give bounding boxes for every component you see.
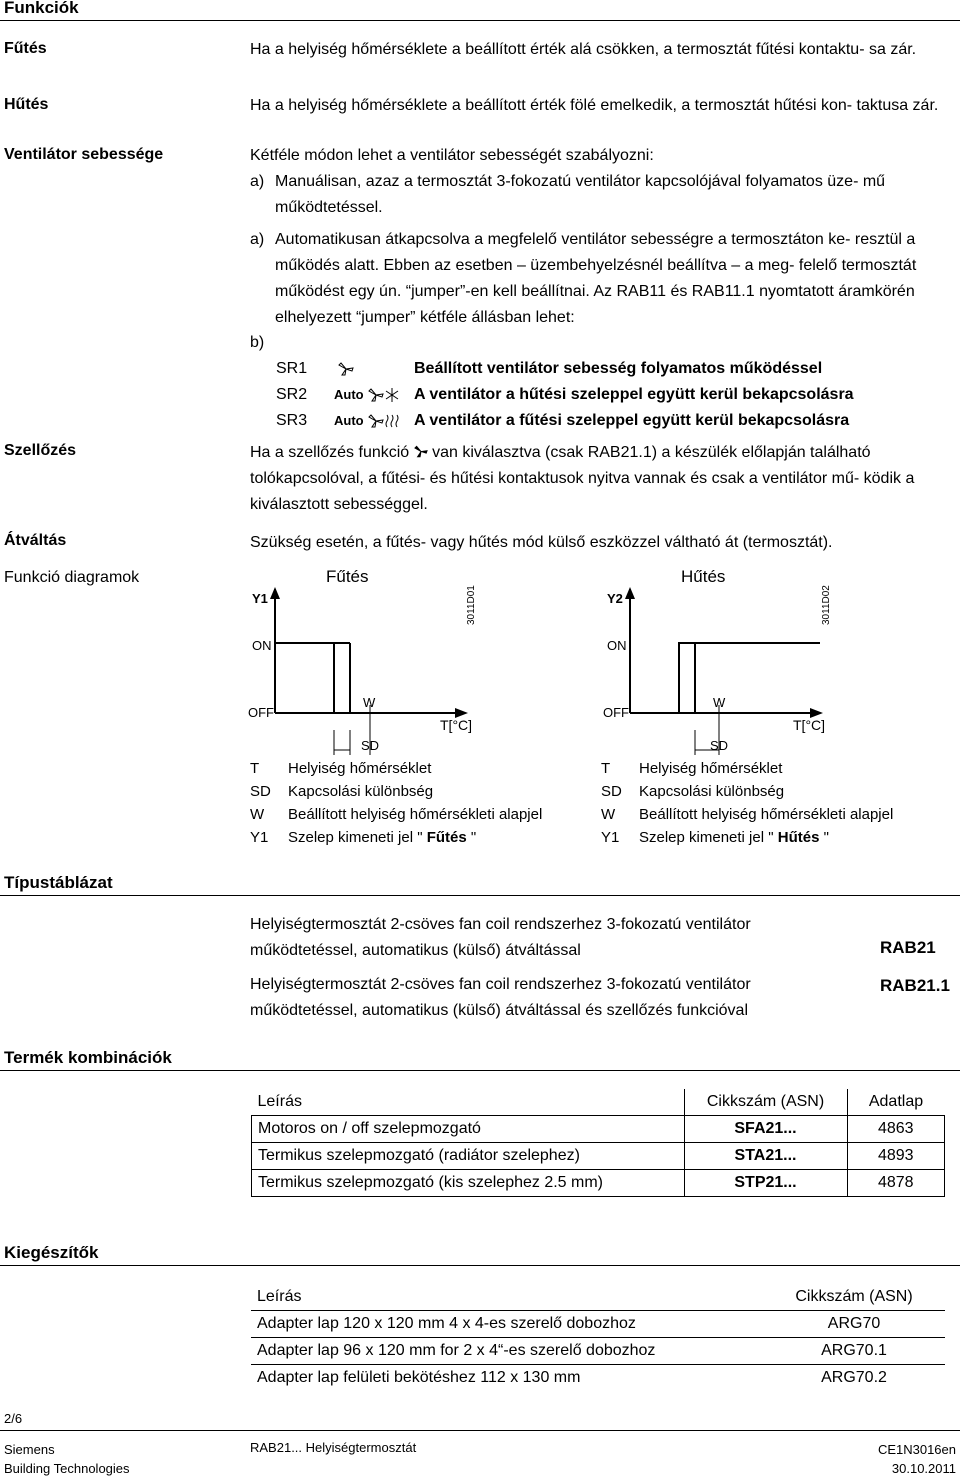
legend-row: Y1 Szelep kimeneti jel " Fűtés " <box>250 829 477 846</box>
off-label: OFF <box>248 705 274 720</box>
legend-row: SD Kapcsolási különbség <box>601 783 785 800</box>
t-axis-label: T[°C] <box>440 717 473 733</box>
legend-row: SD Kapcsolási különbség <box>250 783 434 800</box>
snowflake-icon <box>384 387 400 403</box>
section-rule <box>0 20 960 21</box>
cooling-graph <box>595 565 935 765</box>
text-fan-auto: Automatikusan átkapcsolva a megfelelő ventilátor sebességre a termosztáton ke- resztül a működés alatt. Ebben az esetben – üzembehyelzésnél beállítva – a meg- felelő termosztát működést egy ún. “jumper”-en kell beállítnai. Az RAB11 és RAB11.1 nyomtatott áramkörén elhelyezett “jumper” kétféle állásban lehet: <box>275 231 917 326</box>
text-ventilation-a: Ha a szellőzés funkció <box>250 444 410 461</box>
table-row: Adapter lap felületi bekötéshez 112 x 130 mm ARG70.2 <box>251 1365 945 1392</box>
heating-legend <box>250 757 590 849</box>
text-heating: Ha a helyiség hőmérséklete a beállított érték alá csökken, a termosztát fűtési kontaktu- sa zár. <box>250 41 917 58</box>
marker-a1: a) <box>250 173 265 190</box>
section-title-combos: Termék kombinációk <box>4 1048 172 1067</box>
auto-label: Auto <box>334 413 364 428</box>
table-row: Adapter lap 96 x 120 mm for 2 x 4“-es szerelő dobozhoz ARG70.1 <box>251 1338 945 1365</box>
on-label: ON <box>607 638 627 653</box>
table-row: Termikus szelepmozgató (radiátor szelephez) STA21... 4893 <box>252 1143 945 1170</box>
sr-desc: Beállított ventilátor sebesség folyamatos működéssel <box>414 360 823 377</box>
fan-icon <box>414 445 428 458</box>
section-rule <box>0 1265 960 1266</box>
sr-desc: A ventilátor a hűtési szeleppel együtt kerül bekapcsolásra <box>414 386 854 403</box>
section-title-functions: Funkciók <box>4 0 79 17</box>
sr-desc: A ventilátor a fűtési szeleppel együtt kerül bekapcsolásra <box>414 412 850 429</box>
text-fan-intro: Kétféle módon lehet a ventilátor sebességét szabályozni: <box>250 147 654 164</box>
sr-code: SR2 <box>276 386 308 403</box>
cooling-diagram <box>595 565 935 765</box>
auto-label: Auto <box>334 387 364 402</box>
label-heating: Fűtés <box>4 40 47 57</box>
sd-label: SD <box>361 738 380 753</box>
heating-diagram <box>240 565 580 765</box>
footer-doc-title: RAB21... Helyiségtermosztát <box>250 1440 417 1455</box>
label-cooling: Hűtés <box>4 96 49 113</box>
legend-row: Y1 Szelep kimeneti jel " Hűtés " <box>601 829 829 846</box>
text-ventilation-b: van kiválasztva (csak RAB21.1) a készülék előlapján található tolókapcsolóval, a fűtési- és hűtési kontaktusok nyitva vannak és csak a ventilátor mű- ködik a kiválasztott sebességgel. <box>250 444 915 513</box>
text-ventilation <box>250 440 958 518</box>
marker-b: b) <box>250 334 265 351</box>
table-header: Cikkszám (ASN) <box>763 1284 945 1311</box>
marker-a2: a) <box>250 231 265 248</box>
cooling-legend <box>601 757 951 849</box>
type-row: Helyiségtermosztát 2-csöves fan coil rendszerhez 3-fokozatú ventilátor működtetéssel, automatikus (külső) átváltással és szellőzés funkcióval <box>250 976 751 1019</box>
section-title-types: Típustáblázat <box>4 873 113 892</box>
w-label: W <box>363 695 376 710</box>
section-rule <box>0 895 960 896</box>
diagram-title: Hűtés <box>681 567 726 586</box>
t-axis-label: T[°C] <box>793 717 826 733</box>
legend-row: T Helyiség hőmérséklet <box>601 760 783 777</box>
section-rule <box>0 1070 960 1071</box>
table-row: Adapter lap 120 x 120 mm 4 x 4-es szerelő dobozhoz ARG70 <box>251 1311 945 1338</box>
w-label: W <box>713 695 726 710</box>
table-header-row <box>252 1089 945 1116</box>
diagram-code: 3011D02 <box>821 585 832 625</box>
on-label: ON <box>252 638 272 653</box>
legend-row: W Beállított helyiség hőmérsékleti alapjel <box>601 806 894 823</box>
text-fan-manual: Manuálisan, azaz a termosztát 3-fokozatú ventilátor kapcsolójával folyamatos üze- mű működtetéssel. <box>275 173 886 216</box>
type-row: Helyiségtermosztát 2-csöves fan coil rendszerhez 3-fokozatú ventilátor működtetéssel, automatikus (külső) átváltással <box>250 916 751 959</box>
footer-company: Siemens Building Technologies <box>4 1442 130 1476</box>
off-label: OFF <box>603 705 629 720</box>
accessories-table <box>251 1284 945 1391</box>
footer-rule <box>0 1430 960 1431</box>
table-header-row <box>251 1284 945 1311</box>
sd-label: SD <box>710 738 729 753</box>
label-changeover: Átváltás <box>4 532 67 549</box>
table-header: Leírás <box>252 1089 685 1116</box>
label-fan-speed: Ventilátor sebessége <box>4 146 164 163</box>
fan-icon <box>338 362 354 376</box>
label-function-diagrams: Funkció diagramok <box>4 569 140 586</box>
text-changeover: Szükség esetén, a fűtés- vagy hűtés mód külső eszközzel váltható át (termosztát). <box>250 534 833 551</box>
y-axis-label: Y2 <box>607 591 623 606</box>
sr-code: SR3 <box>276 412 308 429</box>
footer-ref: CE1N3016en 30.10.2011 <box>877 1442 956 1476</box>
y-axis-label: Y1 <box>252 591 268 606</box>
sr-code: SR1 <box>276 360 308 377</box>
type-code: RAB21.1 <box>880 976 950 995</box>
heating-icon <box>384 413 400 429</box>
sr-list <box>276 356 956 436</box>
fan-icon <box>368 414 384 428</box>
page-number: 2/6 <box>4 1411 23 1426</box>
section-title-accessories: Kiegészítők <box>4 1243 99 1262</box>
fan-icon <box>368 388 384 402</box>
table-header: Cikkszám (ASN) <box>684 1089 847 1116</box>
diagram-title: Fűtés <box>326 567 369 586</box>
heating-graph <box>240 565 580 765</box>
legend-row: T Helyiség hőmérséklet <box>250 760 432 777</box>
type-code: RAB21 <box>880 938 936 957</box>
table-row: Termikus szelepmozgató (kis szelephez 2.5 mm) STP21... 4878 <box>252 1170 945 1197</box>
legend-row: W Beállított helyiség hőmérsékleti alapjel <box>250 806 543 823</box>
diagram-code: 3011D01 <box>466 585 477 625</box>
combos-table <box>251 1089 945 1197</box>
text-cooling: Ha a helyiség hőmérséklete a beállított érték fölé emelkedik, a termosztát hűtési kon- taktusa zár. <box>250 97 939 114</box>
table-header: Adatlap <box>847 1089 945 1116</box>
label-ventilation: Szellőzés <box>4 442 77 459</box>
table-header: Leírás <box>251 1284 763 1311</box>
table-row: Motoros on / off szelepmozgató SFA21... 4863 <box>252 1116 945 1143</box>
